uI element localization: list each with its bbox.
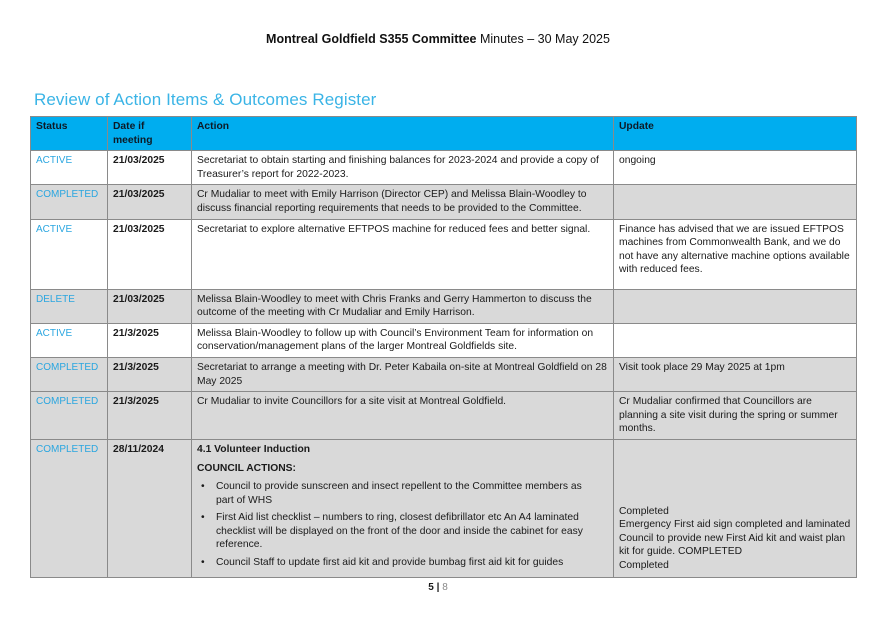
table-row xyxy=(31,439,857,577)
table-row xyxy=(31,151,857,185)
page-footer xyxy=(0,582,876,593)
action-cell: Melissa Blain-Woodley to follow up with Council’s Environment Team for information on conservation/management plans of the larger Montreal Goldfields site. xyxy=(192,323,614,357)
status-cell: COMPLETED xyxy=(31,185,108,219)
column-header-action: Action xyxy=(192,117,614,151)
action-cell xyxy=(192,439,614,577)
update-cell xyxy=(614,323,857,357)
table-row xyxy=(31,219,857,289)
date-cell: 21/03/2025 xyxy=(108,151,192,185)
council-actions-label: COUNCIL ACTIONS: xyxy=(197,462,296,474)
update-line: Completed xyxy=(619,560,669,572)
table-row xyxy=(31,323,857,357)
page-separator: | xyxy=(436,582,440,593)
update-cell: Visit took place 29 May 2025 at 1pm xyxy=(614,357,857,391)
date-cell: 21/3/2025 xyxy=(108,323,192,357)
page-number: 5 xyxy=(428,582,434,593)
total-pages: 8 xyxy=(442,582,448,593)
column-header-update: Update xyxy=(614,117,857,151)
status-cell: COMPLETED xyxy=(31,439,108,577)
status-cell: COMPLETED xyxy=(31,392,108,440)
update-cell: ongoing xyxy=(614,151,857,185)
status-cell: ACTIVE xyxy=(31,219,108,289)
update-cell: Finance has advised that we are issued EFTPOS machines from Commonwealth Bank, and we do not have any alternative machine options available with reduced fees. xyxy=(614,219,857,289)
update-line: Emergency First aid sign completed and laminated xyxy=(619,519,851,531)
column-header-date: Date if meeting xyxy=(108,117,192,151)
committee-name: Montreal Goldfield S355 Committee xyxy=(266,32,477,46)
list-item: • Council Staff to update first aid kit and provide bumbag first aid kit for guides xyxy=(197,556,608,570)
page-header xyxy=(0,32,876,46)
action-cell: Cr Mudaliar to invite Councillors for a site visit at Montreal Goldfield. xyxy=(192,392,614,440)
list-item: • Council to provide sunscreen and insect repellent to the Committee members as part of WHS xyxy=(197,480,608,507)
council-actions-list xyxy=(197,480,608,570)
status-cell: COMPLETED xyxy=(31,357,108,391)
table-row xyxy=(31,392,857,440)
action-cell: Secretariat to explore alternative EFTPOS machine for reduced fees and better signal. xyxy=(192,219,614,289)
date-cell: 21/03/2025 xyxy=(108,219,192,289)
date-cell: 21/03/2025 xyxy=(108,289,192,323)
minutes-date: Minutes – 30 May 2025 xyxy=(476,32,610,46)
update-cell xyxy=(614,185,857,219)
update-line: Completed xyxy=(619,505,669,517)
date-cell: 21/03/2025 xyxy=(108,185,192,219)
table-header-row xyxy=(31,117,857,151)
update-cell: Cr Mudaliar confirmed that Councillors are planning a site visit during the spring or summer months. xyxy=(614,392,857,440)
action-cell: Secretariat to arrange a meeting with Dr. Peter Kabaila on-site at Montreal Goldfield on 28 May 2025 xyxy=(192,357,614,391)
section-title: Review of Action Items & Outcomes Register xyxy=(34,90,377,109)
list-item: • First Aid list checklist – numbers to ring, closest defibrillator etc An A4 laminated checklist will be displayed on the front of the door and inside the cabinet for easy reference. xyxy=(197,511,608,552)
date-cell: 21/3/2025 xyxy=(108,392,192,440)
action-cell: Secretariat to obtain starting and finishing balances for 2023-2024 and provide a copy of Treasurer’s report for 2022-2023. xyxy=(192,151,614,185)
column-header-status: Status xyxy=(31,117,108,151)
table-row xyxy=(31,289,857,323)
action-items-table xyxy=(30,116,857,578)
update-line: Council to provide new First Aid kit and waist plan kit for guide. COMPLETED xyxy=(619,532,846,558)
date-cell: 21/3/2025 xyxy=(108,357,192,391)
status-cell: ACTIVE xyxy=(31,323,108,357)
date-cell: 28/11/2024 xyxy=(108,439,192,577)
status-cell: DELETE xyxy=(31,289,108,323)
action-item-title: 4.1 Volunteer Induction xyxy=(197,443,311,455)
update-cell xyxy=(614,439,857,577)
status-cell: ACTIVE xyxy=(31,151,108,185)
update-cell xyxy=(614,289,857,323)
table-row xyxy=(31,185,857,219)
action-cell: Melissa Blain-Woodley to meet with Chris Franks and Gerry Hammerton to discuss the outcome of the meeting with Cr Mudaliar and Emily Harrison. xyxy=(192,289,614,323)
table-row xyxy=(31,357,857,391)
action-cell: Cr Mudaliar to meet with Emily Harrison (Director CEP) and Melissa Blain-Woodley to discuss financial reporting requirements that needs to be provided to the Committee. xyxy=(192,185,614,219)
